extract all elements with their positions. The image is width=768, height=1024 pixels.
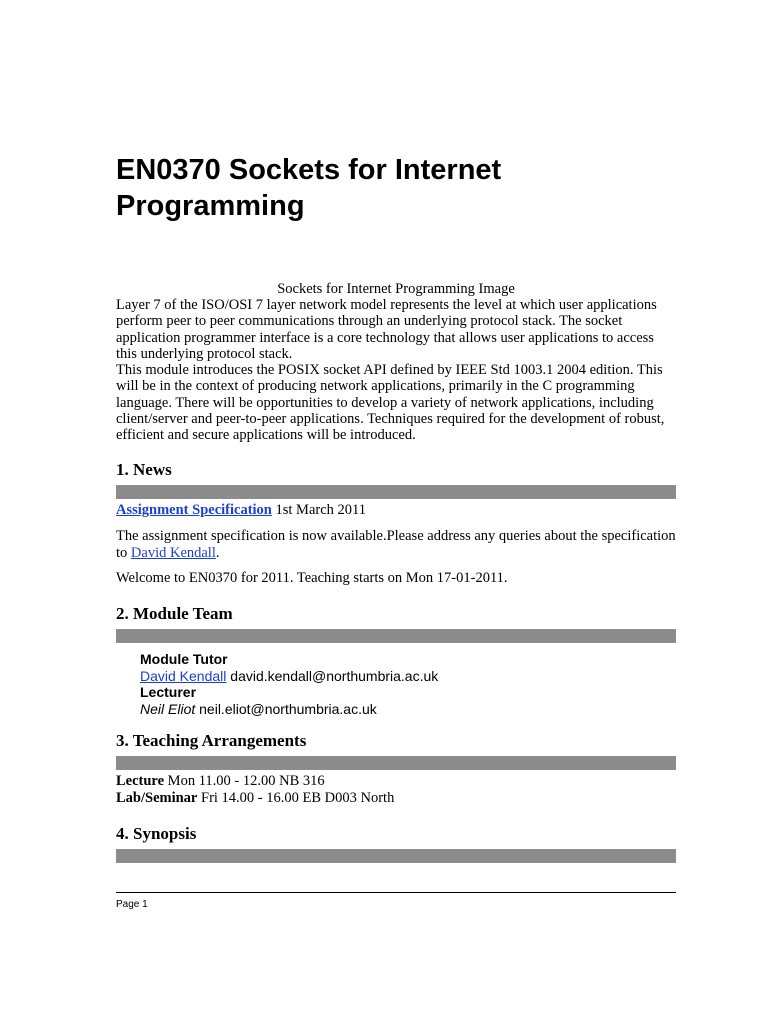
news-welcome: Welcome to EN0370 for 2011. Teaching starts on Mon 17-01-2011. [116, 570, 508, 586]
intro-paragraph-2: This module introduces the POSIX socket API defined by IEEE Std 1003.1 2004 edition. This will be in the context of producing network applications, primarily in the C programming language. There will be opportunities to develop a variety of network applications, including client/server and peer-to-peer applications. Techniques required for the development of robust, efficient and secure applications will be introduced. [116, 362, 665, 444]
intro-paragraph-1: Layer 7 of the ISO/OSI 7 layer network model represents the level at which user applications perform peer to peer communications through an underlying protocol stack. The socket application programmer interface is a core technology that allows user applications to access this underlying protocol stack. [116, 297, 657, 362]
module-team-divider-bar [116, 629, 676, 643]
news-body-end: . [215, 544, 220, 561]
module-team-heading: 2. Module Team [116, 604, 233, 623]
teaching-divider-bar [116, 756, 676, 770]
lecturer-name: Neil Eliot [140, 700, 196, 717]
module-team-list [140, 651, 676, 717]
news-body-text: The assignment specification is now available.Please address any queries about the specification to [116, 528, 676, 561]
news-item-date: 1st March 2011 [275, 502, 366, 518]
footer-rule [116, 892, 676, 893]
synopsis-divider-bar [116, 849, 676, 863]
lecturer-entry [140, 701, 676, 718]
lab-label: Lab/Seminar [116, 790, 198, 806]
intro-text [116, 297, 676, 444]
synopsis-heading: 4. Synopsis [116, 824, 197, 843]
news-item [116, 502, 676, 519]
news-body [116, 528, 676, 561]
module-image-placeholder: Sockets for Internet Programming Image [277, 281, 515, 297]
lecturer-role: Lecturer [140, 684, 197, 700]
tutor-role: Module Tutor [140, 651, 228, 667]
tutor-email: david.kendall@northumbria.ac.uk [230, 667, 439, 684]
david-kendall-link[interactable]: David Kendall [130, 544, 216, 561]
lab-value: Fri 14.00 - 16.00 EB D003 North [201, 790, 395, 806]
news-divider-bar [116, 485, 676, 499]
page-title: EN0370 Sockets for Internet Programming [116, 154, 502, 222]
tutor-entry [140, 668, 676, 685]
lecturer-email: neil.eliot@northumbria.ac.uk [199, 700, 377, 717]
lecture-label: Lecture [116, 773, 165, 789]
tutor-name-link[interactable]: David Kendall [140, 667, 227, 684]
lecture-value: Mon 11.00 - 12.00 NB 316 [167, 773, 325, 789]
lab-row [116, 790, 676, 807]
teaching-heading: 3. Teaching Arrangements [116, 731, 307, 750]
news-heading: 1. News [116, 460, 172, 479]
assignment-specification-link[interactable]: Assignment Specification [116, 502, 272, 518]
page-number: Page 1 [116, 899, 148, 910]
lecture-row [116, 773, 676, 790]
